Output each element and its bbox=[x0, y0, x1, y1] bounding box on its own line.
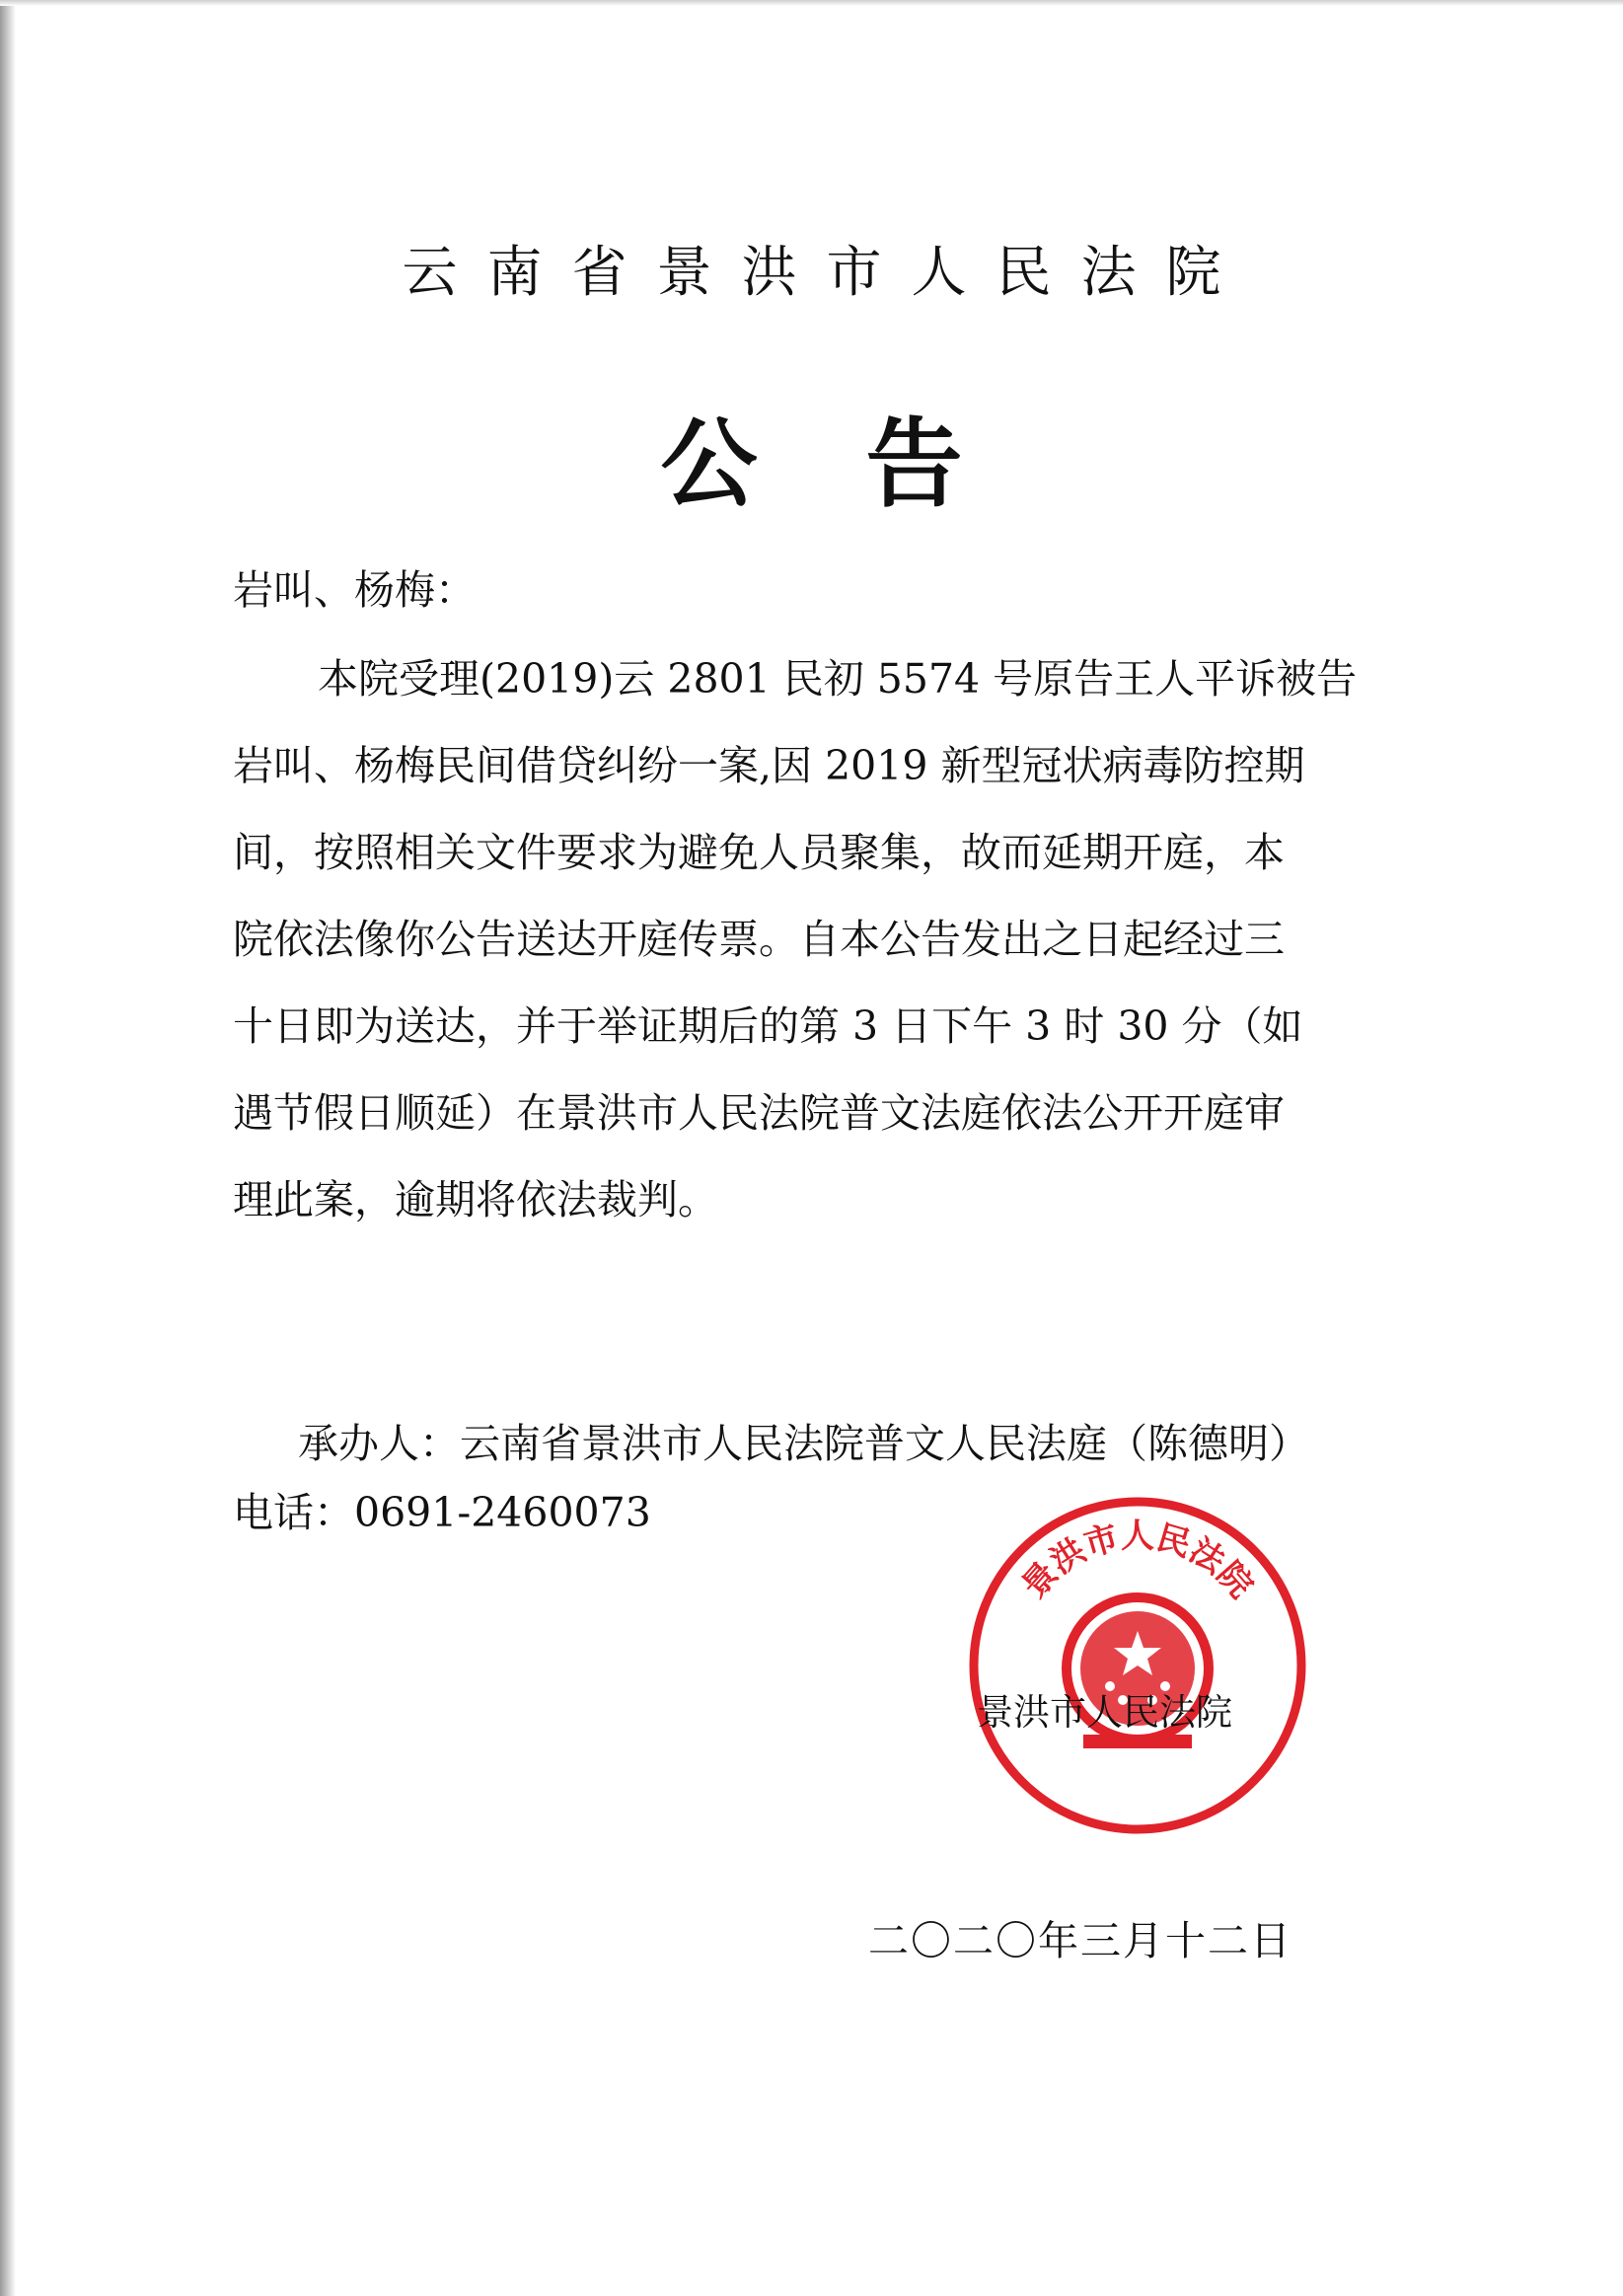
court-seal bbox=[965, 1493, 1310, 1838]
notice-title: 公告 bbox=[660, 408, 1071, 521]
phone-line: 电话：0691-2460073 bbox=[233, 1489, 651, 1536]
addressee-line: 岩叫、杨梅： bbox=[233, 566, 476, 614]
body-line-6: 遇节假日顺延）在景洪市人民法院普文法庭依法公开开庭审 bbox=[233, 1089, 1285, 1137]
body-line-7: 理此案，逾期将依法裁判。 bbox=[233, 1176, 718, 1223]
seal-arc-text: 景洪市人民法院 bbox=[1014, 1517, 1261, 1606]
body-line-1: 本院受理(2019)云 2801 民初 5574 号原告王人平诉被告 bbox=[318, 655, 1358, 703]
handler-line: 承办人：云南省景洪市人民法院普文人民法庭（陈德明） bbox=[298, 1420, 1309, 1467]
court-name-heading: 云南省景洪市人民法院 bbox=[402, 241, 1251, 305]
body-line-4: 院依法像你公告送达开庭传票。自本公告发出之日起经过三 bbox=[233, 916, 1285, 963]
body-line-3: 间，按照相关文件要求为避免人员聚集，故而延期开庭，本 bbox=[233, 829, 1285, 876]
scan-edge-shadow bbox=[0, 0, 16, 2296]
scan-top-shadow bbox=[0, 0, 1623, 6]
seal-overlay-text: 景洪市人民法院 bbox=[977, 1691, 1232, 1734]
body-line-2: 岩叫、杨梅民间借贷纠纷一案,因 2019 新型冠状病毒防控期 bbox=[233, 742, 1305, 789]
notice-date: 二〇二〇年三月十二日 bbox=[868, 1917, 1292, 1964]
body-line-5: 十日即为送达，并于举证期后的第 3 日下午 3 时 30 分（如 bbox=[233, 1002, 1303, 1050]
